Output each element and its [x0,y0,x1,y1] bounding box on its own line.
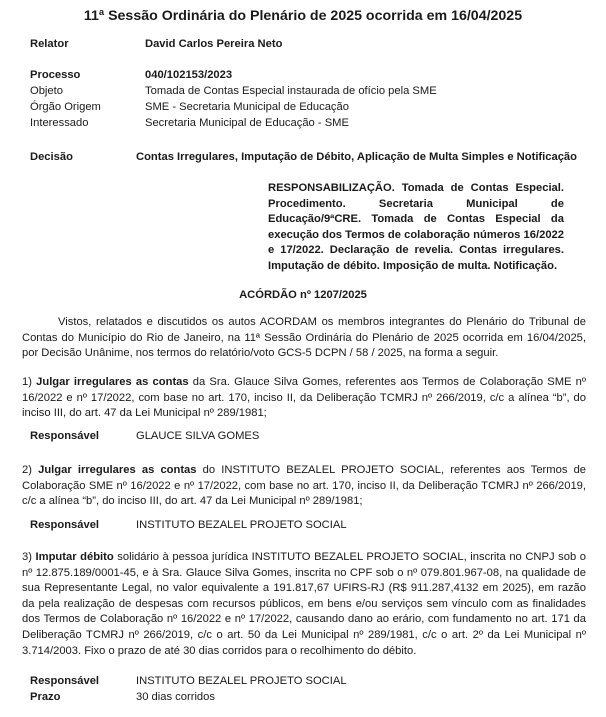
page-title: 11ª Sessão Ordinária do Plenário de 2025 ocorrida em 16/04/2025 [83,8,523,24]
processo-label: Processo [30,69,81,81]
item-3-prazo-label: Prazo [30,691,61,703]
item-1-resp-value: GLAUCE SILVA GOMES [136,430,260,442]
item-1-text: da Sra. Glauce Silva Gomes, referentes aos Termos de Colaboração SME nº 16/2022 e nº 17/2022, com base no art. 170, inciso II, da Deliberação TCMRJ nº 266/2019, c/c a alínea “b”, do inciso III, do art. 47 da Lei Municipal nº 289/1981; [22,376,586,420]
item-2-num: 2) [22,464,32,476]
item-1-action: Julgar irregulares as contas [36,376,189,388]
item-3 [22,550,586,659]
item-3-resp-value: INSTITUTO BEZALEL PROJETO SOCIAL [136,675,347,687]
ementa: RESPONSABILIZAÇÃO. Tomada de Contas Especial. Procedimento. Secretaria Municipal de Educação/9ªCRE. Tomada de Contas Especial da execução dos Termos de colaboração números 16/2022 e 17/2022. Declaração de revelia. Contas irregulares. Imputação de débito. Imposição de multa. Notificação. [268,182,564,272]
item-3-resp-label: Responsável [30,675,100,687]
decisao-value: Contas Irregulares, Imputação de Débito, Aplicação de Multa Simples e Notificação [136,151,577,163]
relator-label: Relator [30,38,69,50]
objeto-label: Objeto [30,85,63,97]
relator-value: David Carlos Pereira Neto [145,38,283,50]
item-1-resp-label: Responsável [30,430,100,442]
item-3-num: 3) [22,551,32,563]
acordao-title: ACÓRDÃO nº 1207/2025 [239,289,367,301]
item-1 [22,375,586,422]
item-1-num: 1) [22,376,32,388]
objeto-value: Tomada de Contas Especial instaurada de ofício pela SME [145,85,437,97]
item-2-resp-label: Responsável [30,519,100,531]
orgao-value: SME - Secretaria Municipal de Educação [145,101,349,113]
item-3-text: solidário à pessoa jurídica INSTITUTO BEZALEL PROJETO SOCIAL, inscrita no CNPJ sob o nº 12.875.189/0001-45, e à Sra. Glauce Silva Gomes, inscrita no CPF sob o nº 079.801.967-08, na qualidade de sua Representante Legal, no valor equivalente a 191.817,67 UFIRS-RJ (R$ 911.287,4132 em 2025), em razão da pela realização de despesas com recursos públicos, em bens e/ou serviços sem vínculo com as finalidades dos Termos de Colaboração nº 16/2022 e nº 17/2022, causando dano ao erário, com fundamento no art. 171 da Deliberação TCMRJ nº 266/2019, c/c o art. 50 da Lei Municipal nº 289/1981, c/c o art. 2º da Lei Municipal nº 3.714/2003. Fixo o prazo de até 30 dias corridos para o recolhimento do débito. [22,551,586,657]
item-2-action: Julgar irregulares as contas [38,464,197,476]
decisao-label: Decisão [30,151,73,163]
item-2 [22,463,586,510]
item-3-prazo-value: 30 dias corridos [136,691,215,703]
interessado-label: Interessado [30,117,89,129]
item-2-text: do INSTITUTO BEZALEL PROJETO SOCIAL, referentes aos Termos de Colaboração SME nº 16/2022 e nº 17/2022, com base no art. 170, inciso II, da Deliberação TCMRJ nº 266/2019, c/c a alínea “b”, do inciso III, do art. 47 da Lei Municipal nº 289/1981; [22,464,587,508]
processo-value: 040/102153/2023 [145,69,233,81]
orgao-label: Órgão Origem [30,101,101,113]
item-3-action: Imputar débito [35,551,114,563]
item-2-resp-value: INSTITUTO BEZALEL PROJETO SOCIAL [136,519,347,531]
interessado-value: Secretaria Municipal de Educação - SME [145,117,349,129]
intro-paragraph: Vistos, relatados e discutidos os autos ACORDAM os membros integrantes do Plenário do Tribunal de Contas do Município do Rio de Janeiro, na 11ª Sessão Ordinária do Plenário de 2025 ocorrida em 16/04/2025, por Decisão Unânime, nos termos do relatório/voto GCS-5 DCPN / 58 / 2025, na forma a seguir. [22,316,586,360]
